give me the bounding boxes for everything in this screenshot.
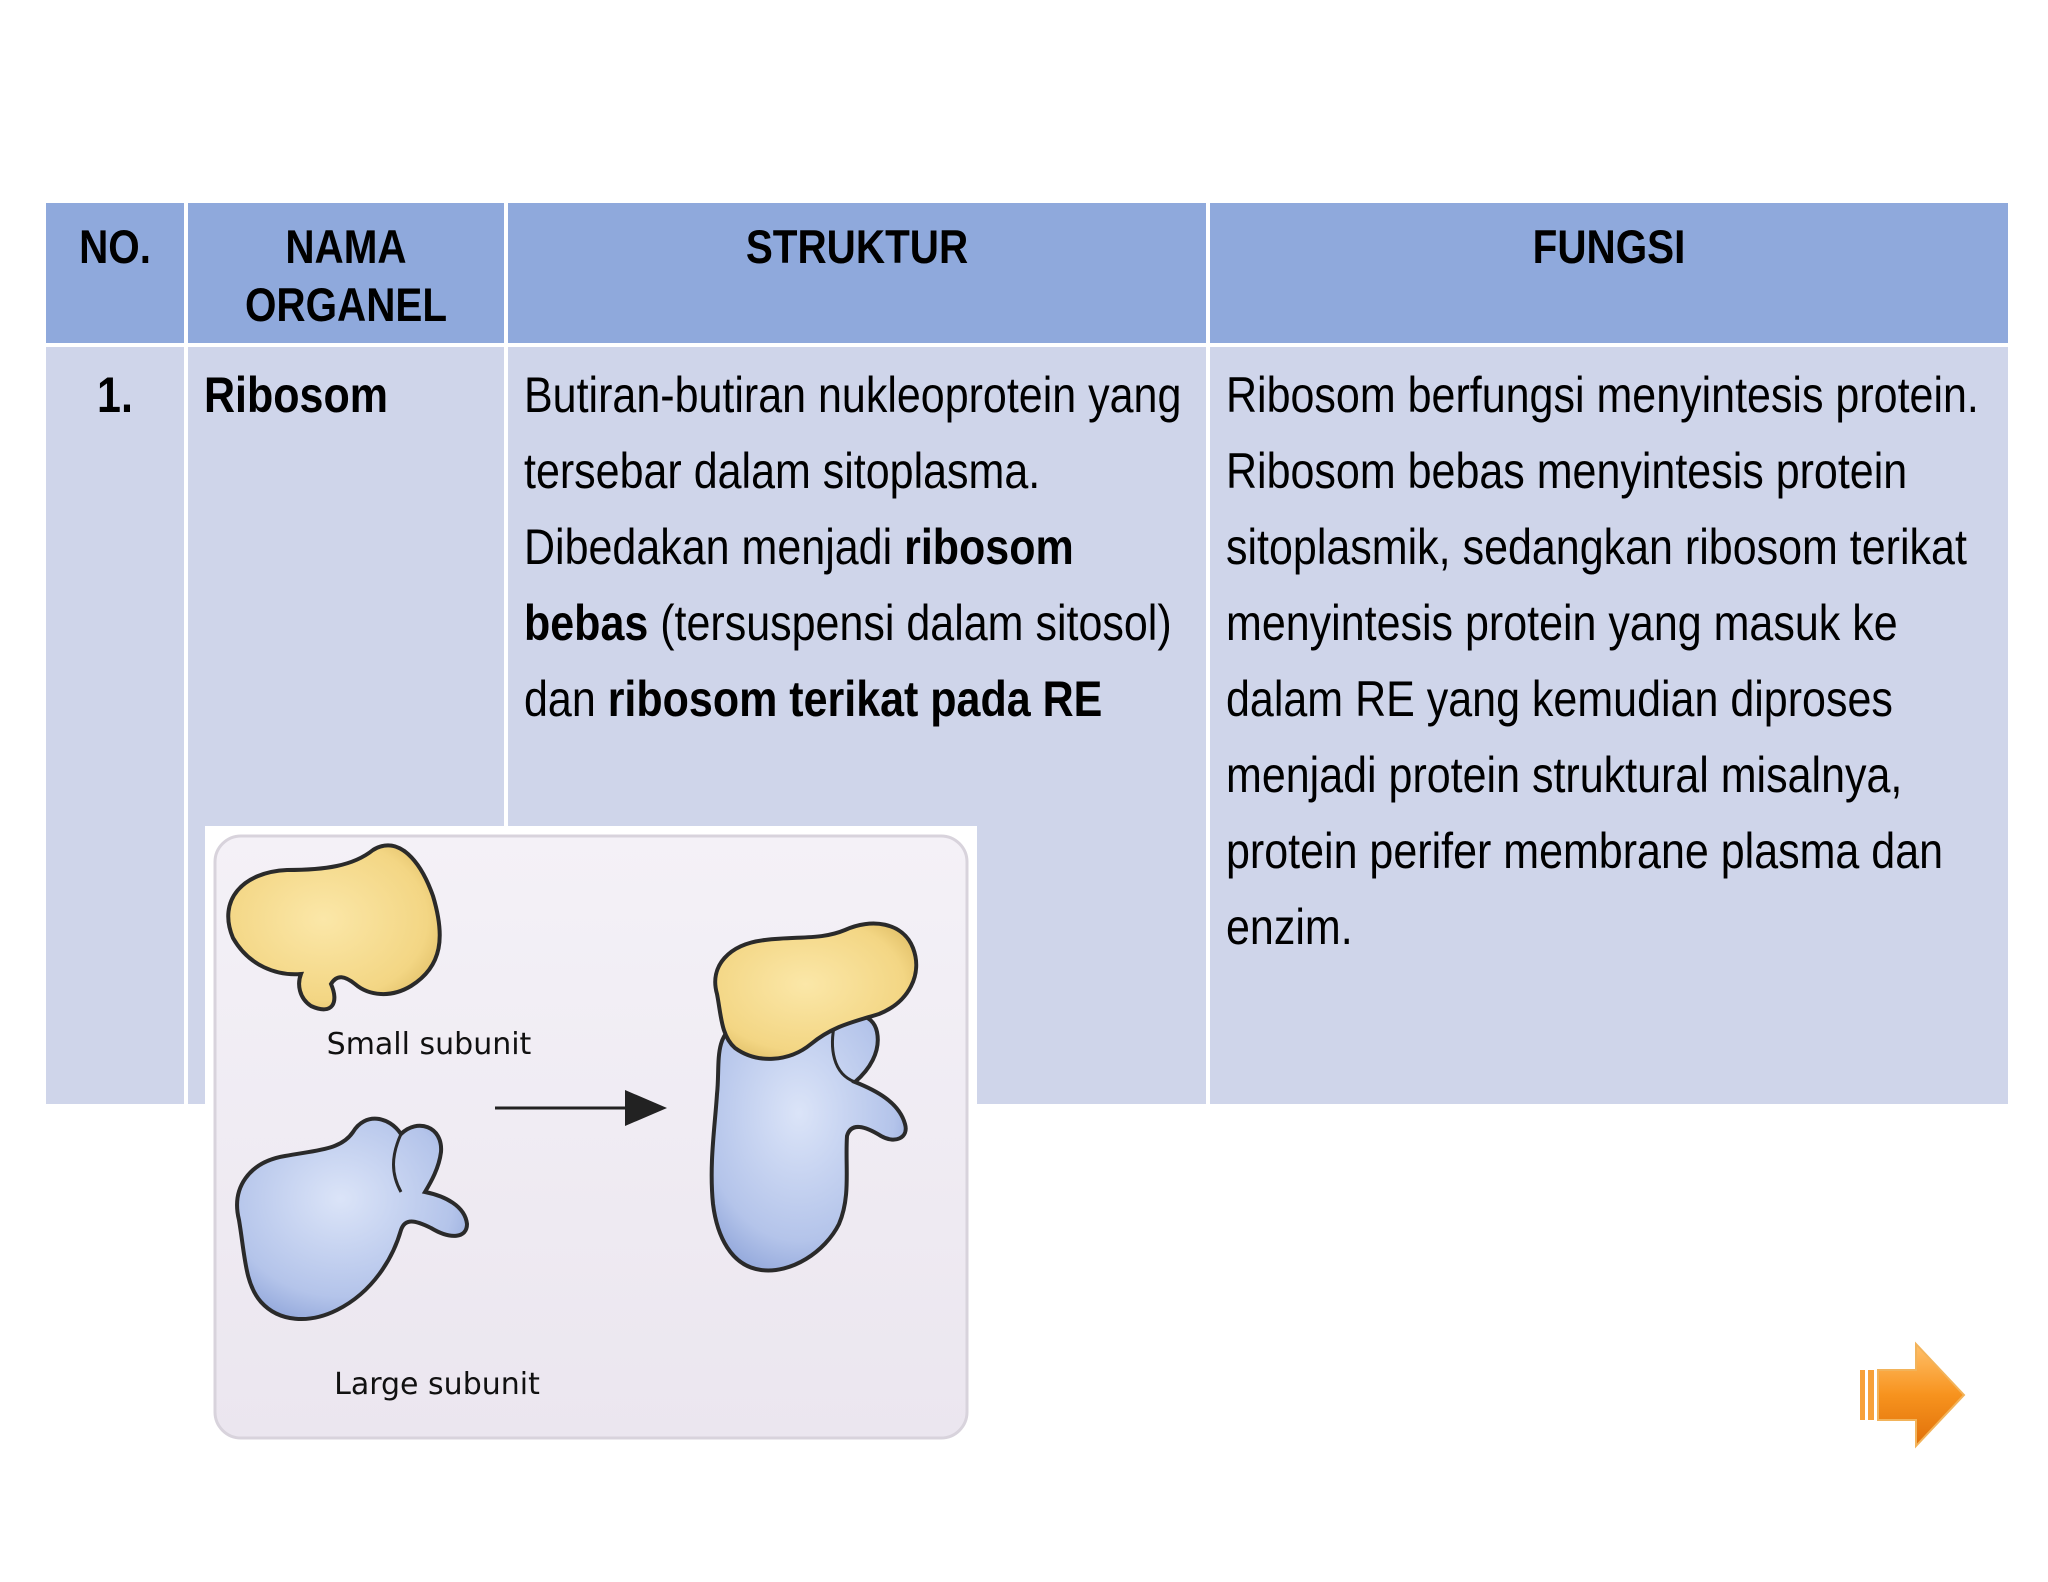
- struktur-bold-2: ribosom terikat pada RE: [607, 671, 1103, 727]
- large-subunit-label: Large subunit: [334, 1367, 540, 1402]
- next-slide-button[interactable]: [1858, 1340, 1966, 1450]
- orange-right-arrow-icon: [1858, 1340, 1966, 1450]
- header-nama-organel: [188, 203, 504, 343]
- row1-name: Ribosom: [204, 367, 388, 423]
- struktur-bold-1: ribosom bebas: [524, 519, 1074, 651]
- row1-no: 1.: [97, 367, 133, 423]
- header-no-text: NO.: [79, 220, 151, 273]
- row1-fungsi-cell: [1210, 347, 2008, 1104]
- header-nama-line2: ORGANEL: [244, 278, 448, 331]
- ribosome-subunits-figure: [205, 826, 977, 1448]
- header-no: [46, 203, 184, 343]
- row1-no-cell: [46, 347, 184, 1104]
- header-struktur: [508, 203, 1206, 343]
- fungsi-paragraph-2: Ribosom bebas menyintesis protein sitoplasmik, sedangkan ribosom terikat menyintesis protein yang masuk ke dalam RE yang kemudian diproses menjadi protein struktural misalnya, protein perifer membrane plasma dan enzim.: [1226, 443, 1967, 955]
- header-nama-line1: NAMA: [285, 220, 407, 273]
- fungsi-paragraph-1: Ribosom berfungsi menyintesis protein.: [1226, 367, 1979, 423]
- struktur-text-2: (tersuspensi dalam sitosol) dan: [524, 595, 1172, 727]
- ribosome-figure-svg: [205, 826, 977, 1448]
- header-fungsi: [1210, 203, 2008, 343]
- row1-struktur-text: [524, 357, 1204, 737]
- struktur-text-1: Butiran-butiran nukleoprotein yang tersebar dalam sitoplasma. Dibedakan menjadi: [524, 367, 1182, 575]
- row1-fungsi-text: [1226, 357, 2006, 965]
- header-fungsi-text: FUNGSI: [1532, 220, 1686, 273]
- header-struktur-text: STRUKTUR: [745, 220, 969, 273]
- small-subunit-label: Small subunit: [326, 1027, 532, 1062]
